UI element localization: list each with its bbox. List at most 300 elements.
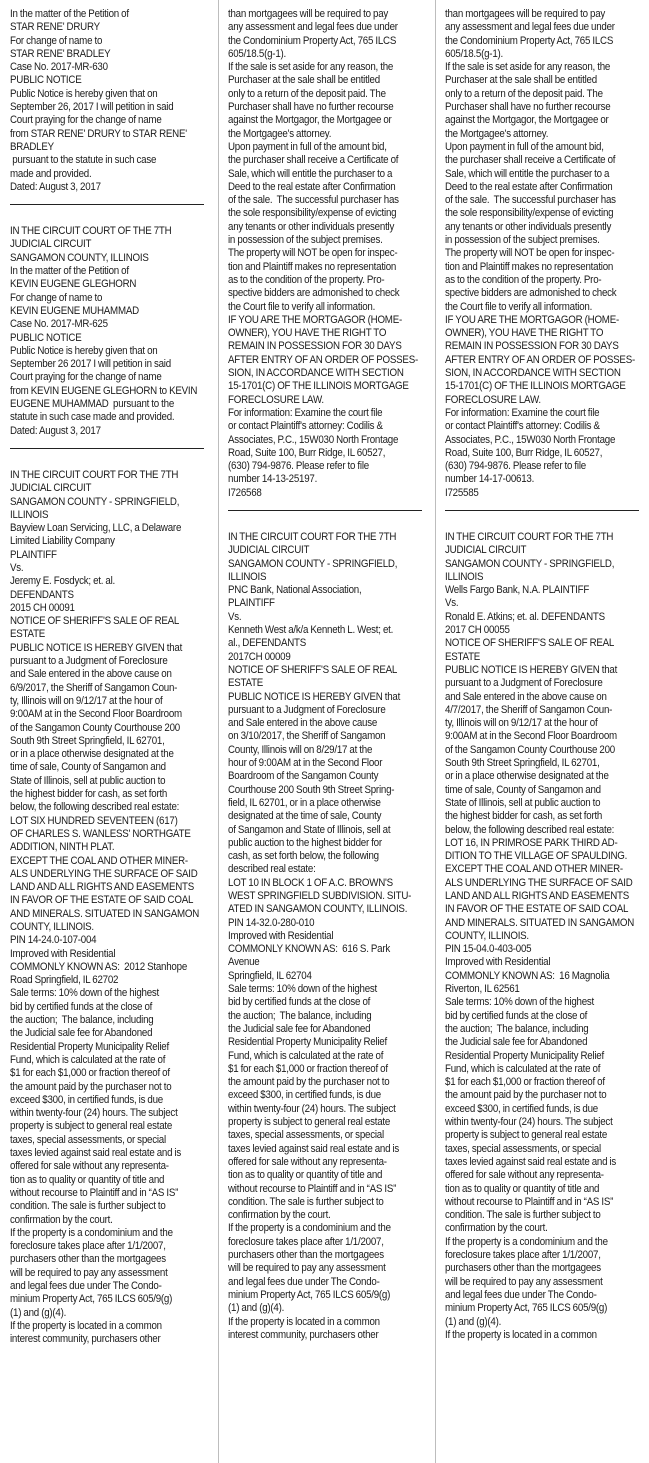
notice-line: For information: Examine the court file — [228, 406, 383, 419]
notice-line: statute in such case made and provided. — [10, 411, 175, 424]
notice-line: 6/9/2017, the Sheriff of Sangamon Coun- — [10, 681, 178, 694]
notice-line: minium Property Act, 765 ILCS 605/9(g) — [10, 1293, 173, 1306]
notice-line: taxes, special assessments, or special — [10, 1133, 166, 1146]
notice-line: Case No. 2017-MR-625 — [10, 318, 108, 331]
notice-line: offered for sale without any representa- — [10, 1160, 169, 1173]
notice-line: as to the condition of the property. Pro- — [228, 273, 385, 286]
notice-line: I725585 — [445, 486, 479, 499]
notice-line: PUBLIC NOTICE — [10, 331, 82, 344]
notice-line: SANGAMON COUNTY - SPRINGFIELD, — [10, 495, 180, 508]
notice-line: SANGAMON COUNTY, ILLINOIS — [10, 251, 149, 264]
notice-line: Springfield, IL 62704 — [228, 969, 312, 982]
notice-line: purchasers other than the mortgagees — [445, 1262, 601, 1275]
notice-line: 15-1701(C) OF THE ILLINOIS MORTGAGE — [228, 380, 409, 393]
notice-line: PUBLIC NOTICE IS HEREBY GIVEN that — [10, 641, 183, 654]
notice-line: 605/18.5(g-1). — [228, 47, 287, 60]
notice-line: in possession of the subject premises. — [445, 234, 600, 247]
notice-line: ty, Illinois will on 9/12/17 at the hour of — [10, 694, 163, 707]
column-1 — [10, 8, 213, 1347]
notice-line: condition. The sale is further subject to — [10, 1200, 166, 1213]
notice-line: pursuant to a Judgment of Foreclosure — [445, 677, 603, 690]
legal-notice — [228, 531, 431, 1342]
legal-notice — [445, 8, 648, 500]
notice-line: of Sangamon and State of Illinois, sell at — [228, 823, 391, 836]
notice-line: or in a place otherwise designated at the — [10, 748, 174, 761]
notice-line: ILLINOIS — [228, 570, 267, 583]
notice-line: than mortgagees will be required to pay — [445, 8, 606, 20]
notice-line: For change of name to — [10, 34, 103, 47]
notice-line: ESTATE — [10, 628, 46, 641]
notice-line: offered for sale without any representa- — [228, 1155, 387, 1168]
notice-line: Residential Property Municipality Relief — [228, 1036, 387, 1049]
notice-line: COMMONLY KNOWN AS: 2012 Stanhope — [10, 960, 188, 973]
notice-line: taxes levied against said real estate and is — [228, 1142, 400, 1155]
notice-line: SANGAMON COUNTY - SPRINGFIELD, — [228, 557, 398, 570]
notice-line: 2017CH 00009 — [228, 650, 291, 663]
notice-line: Court praying for the change of name — [10, 371, 162, 384]
notice-line: confirmation by the court. — [445, 1222, 548, 1235]
notice-line: FORECLOSURE LAW. — [228, 393, 324, 406]
notice-line: Public Notice is hereby given that on — [10, 344, 158, 357]
notice-line: designated at the time of sale, County — [228, 810, 382, 823]
notice-line: DITION TO THE VILLAGE OF SPAULDING. — [445, 850, 628, 863]
notice-line: COMMONLY KNOWN AS: 16 Magnolia — [445, 969, 610, 982]
column-divider — [435, 0, 436, 1463]
notice-separator — [10, 204, 204, 205]
notice-line: the amount paid by the purchaser not to — [10, 1080, 172, 1093]
notice-line: of the Sangamon County Courthouse 200 — [445, 743, 615, 756]
notice-line: SION, IN ACCORDANCE WITH SECTION — [228, 367, 404, 380]
notice-line: the auction; The balance, including — [228, 1009, 372, 1022]
notice-line: foreclosure takes place after 1/1/2007, — [445, 1249, 601, 1262]
legal-notice — [228, 8, 431, 500]
notice-line: tion and Plaintiff makes no representation — [445, 260, 614, 273]
notice-line: taxes, special assessments, or special — [445, 1142, 601, 1155]
notice-line: If the property is a condominium and the — [10, 1226, 173, 1239]
notice-line: PUBLIC NOTICE IS HEREBY GIVEN that — [228, 690, 401, 703]
notice-line: For information: Examine the court file — [445, 406, 600, 419]
notice-line: the Condominium Property Act, 765 ILCS — [228, 34, 397, 47]
notice-line: cash, as set forth below, the following — [228, 850, 379, 863]
notice-line: PNC Bank, National Association, — [228, 584, 362, 597]
notice-line: IF YOU ARE THE MORTGAGOR (HOME- — [228, 313, 402, 326]
notice-line: Road Springfield, IL 62702 — [10, 974, 119, 987]
notice-line: STAR RENE' DRURY — [10, 21, 100, 34]
notice-line: Avenue — [228, 956, 260, 969]
notice-line: September 26, 2017 I will petition in said — [10, 101, 174, 114]
notice-line: the Judicial sale fee for Abandoned — [10, 1027, 153, 1040]
notice-line: without recourse to Plaintiff and in “AS IS” — [228, 1182, 397, 1195]
notice-line: on 3/10/2017, the Sheriff of Sangamon — [228, 730, 386, 743]
notice-line: Dated: August 3, 2017 — [10, 180, 101, 193]
notice-line: IN THE CIRCUIT COURT FOR THE 7TH — [228, 530, 397, 543]
notice-line: interest community, purchasers other — [10, 1333, 161, 1346]
notice-line: If the property is a condominium and the — [445, 1235, 608, 1248]
notice-line: will be required to pay any assessment — [10, 1266, 168, 1279]
notice-line: property is subject to general real estate — [445, 1129, 608, 1142]
notice-line: Public Notice is hereby given that on — [10, 87, 158, 100]
notice-line: Fund, which is calculated at the rate of — [445, 1062, 601, 1075]
notice-line: If the property is a condominium and the — [228, 1222, 391, 1235]
notice-line: within twenty-four (24) hours. The subject — [228, 1102, 396, 1115]
legal-notice — [445, 531, 648, 1342]
notice-line: If the property is located in a common — [228, 1315, 380, 1328]
notice-line: 9:00AM at in the Second Floor Boardroom — [445, 730, 617, 743]
notice-line: COUNTY, ILLINOIS. — [445, 929, 529, 942]
notice-line: Road, Suite 100, Burr Ridge, IL 60527, — [445, 446, 603, 459]
notice-line: SION, IN ACCORDANCE WITH SECTION — [445, 367, 621, 380]
notice-line: If the property is located in a common — [445, 1328, 597, 1341]
notice-line: Case No. 2017-MR-630 — [10, 61, 108, 74]
notice-line: will be required to pay any assessment — [228, 1262, 386, 1275]
notice-line: of the Sangamon County Courthouse 200 — [10, 721, 180, 734]
notice-line: or contact Plaintiff's attorney: Codilis & — [228, 420, 383, 433]
notice-line: EXCEPT THE COAL AND OTHER MINER- — [445, 863, 623, 876]
notice-line: JUDICIAL CIRCUIT — [10, 482, 92, 495]
notice-line: al., DEFENDANTS — [228, 637, 307, 650]
notice-line: South 9th Street Springfield, IL 62701, — [445, 757, 600, 770]
notice-line: Jeremy E. Fosdyck; et. al. — [10, 575, 116, 588]
notice-line: OF CHARLES S. WANLESS' NORTHGATE — [10, 827, 191, 840]
notice-line: In the matter of the Petition of — [10, 265, 129, 278]
notice-line: within twenty-four (24) hours. The subject — [10, 1107, 178, 1120]
notice-line: from STAR RENE' DRURY to STAR RENE' — [10, 127, 187, 140]
notice-line: below, the following described real estate: — [445, 823, 615, 836]
notice-line: Boardroom of the Sangamon County — [228, 770, 379, 783]
notice-line: OWNER), YOU HAVE THE RIGHT TO — [228, 327, 387, 340]
notice-line: 605/18.5(g-1). — [445, 47, 504, 60]
notice-line: Upon payment in full of the amount bid, — [228, 140, 387, 153]
notice-line: PLAINTIFF — [228, 597, 275, 610]
notice-line: $1 for each $1,000 or fraction thereof of — [10, 1067, 170, 1080]
notice-line: If the sale is set aside for any reason, the — [445, 61, 611, 74]
notice-line: the Condominium Property Act, 765 ILCS — [445, 34, 614, 47]
notice-line: foreclosure takes place after 1/1/2007, — [228, 1235, 384, 1248]
notice-line: The property will NOT be open for inspec- — [228, 247, 398, 260]
notice-line: and legal fees due under The Condo- — [228, 1275, 380, 1288]
notice-separator — [228, 510, 422, 511]
notice-line: 2017 CH 00055 — [445, 624, 510, 637]
notice-line: $1 for each $1,000 or fraction thereof of — [445, 1076, 605, 1089]
notice-line: JUDICIAL CIRCUIT — [445, 544, 527, 557]
notice-line: as to the condition of the property. Pro- — [445, 273, 602, 286]
notice-line: public auction to the highest bidder for — [228, 836, 382, 849]
notice-line: SANGAMON COUNTY - SPRINGFIELD, — [445, 557, 615, 570]
notice-line: any tenants or other individuals presently — [445, 220, 612, 233]
notice-line: the Judicial sale fee for Abandoned — [228, 1022, 371, 1035]
notice-line: pursuant to a Judgment of Foreclosure — [10, 655, 168, 668]
notice-line: or contact Plaintiff's attorney: Codilis & — [445, 420, 600, 433]
notice-line: of the sale. The successful purchaser has — [228, 194, 399, 207]
notice-line: WEST SPRINGFIELD SUBDIVISION. SITU- — [228, 890, 412, 902]
notice-line: the amount paid by the purchaser not to — [228, 1076, 390, 1089]
notice-line: Improved with Residential — [445, 956, 551, 969]
notice-line: September 26 2017 I will petition in said — [10, 358, 171, 371]
notice-line: and legal fees due under The Condo- — [445, 1288, 597, 1301]
notice-line: 4/7/2017, the Sheriff of Sangamon Coun- — [445, 703, 613, 716]
notice-line: REMAIN IN POSSESSION FOR 30 DAYS — [445, 340, 619, 353]
notice-line: purchasers other than the mortgagees — [10, 1253, 166, 1266]
notice-line: 15-1701(C) OF THE ILLINOIS MORTGAGE — [445, 380, 626, 393]
notice-line: Purchaser at the sale shall be entitled — [445, 74, 597, 87]
notice-line: 9:00AM at in the Second Floor Boardroom — [10, 708, 182, 721]
notice-line: IN THE CIRCUIT COURT FOR THE 7TH — [10, 468, 179, 481]
notice-line: property is subject to general real estate — [228, 1116, 391, 1129]
notice-line: against the Mortgagor, the Mortgagee or — [445, 114, 609, 127]
notice-line: the Judicial sale fee for Abandoned — [445, 1036, 588, 1049]
notice-separator — [445, 510, 639, 511]
notice-line: foreclosure takes place after 1/1/2007, — [10, 1240, 166, 1253]
notice-line: the purchaser shall receive a Certificate of — [228, 154, 399, 167]
notice-line: $1 for each $1,000 or fraction thereof of — [228, 1062, 388, 1075]
notice-line: field, IL 62701, or in a place otherwise — [228, 796, 381, 809]
notice-line: the amount paid by the purchaser not to — [445, 1089, 607, 1102]
notice-line: below, the following described real estate: — [10, 801, 180, 814]
notice-line: State of Illinois, sell at public auction to — [445, 796, 601, 809]
notice-line: Road, Suite 100, Burr Ridge, IL 60527, — [228, 446, 386, 459]
notice-line: condition. The sale is further subject to — [445, 1209, 601, 1222]
notice-line: against the Mortgagor, the Mortgagee or — [228, 114, 392, 127]
notice-line: interest community, purchasers other — [228, 1328, 379, 1341]
notice-line: Improved with Residential — [10, 947, 116, 960]
notice-line: Sale terms: 10% down of the highest — [445, 996, 595, 1009]
notice-line: tion as to quality or quantity of title and — [445, 1182, 600, 1195]
notice-line: described real estate: — [228, 863, 316, 876]
notice-line: tion and Plaintiff makes no representation — [228, 260, 397, 273]
notice-line: from KEVIN EUGENE GLEGHORN to KEVIN — [10, 384, 198, 397]
notice-line: Fund, which is calculated at the rate of — [228, 1049, 384, 1062]
notice-line: time of sale, County of Sangamon and — [10, 761, 166, 774]
notice-line: (1) and (g)(4). — [445, 1315, 502, 1328]
notice-line: exceed $300, in certified funds, is due — [10, 1093, 164, 1106]
notice-line: taxes levied against said real estate and is — [10, 1147, 182, 1160]
notice-line: (1) and (g)(4). — [10, 1306, 67, 1319]
notice-line: without recourse to Plaintiff and in “AS IS” — [445, 1195, 614, 1208]
notice-line: Deed to the real estate after Confirmation — [228, 180, 396, 193]
column-3 — [445, 8, 648, 1342]
notice-line: minium Property Act, 765 ILCS 605/9(g) — [228, 1288, 391, 1301]
notice-line: IN FAVOR OF THE ESTATE OF SAID COAL — [10, 894, 194, 907]
notice-line: County, Illinois will on 8/29/17 at the — [228, 743, 373, 756]
notice-line: PIN 14-32.0-280-010 — [228, 916, 315, 929]
notice-line: LOT 16, IN PRIMROSE PARK THIRD AD- — [445, 836, 618, 849]
notice-line: Ronald E. Atkins; et. al. DEFENDANTS — [445, 610, 605, 623]
notice-line: number 14-13-25197. — [228, 473, 318, 486]
notice-line: KEVIN EUGENE GLEGHORN — [10, 278, 137, 291]
notice-line: OWNER), YOU HAVE THE RIGHT TO — [445, 327, 604, 340]
notice-line: PIN 14-24.0-107-004 — [10, 934, 97, 947]
legal-notice — [10, 225, 213, 438]
notice-line: BRADLEY — [10, 140, 54, 153]
notice-line: only to a return of the deposit paid. The — [445, 87, 603, 100]
notice-line: Bayview Loan Servicing, LLC, a Delaware — [10, 522, 182, 535]
notice-line: AND MINERALS. SITUATED IN SANGAMON — [445, 916, 635, 929]
notice-line: EUGENE MUHAMMAD pursuant to the — [10, 398, 175, 411]
notice-line: number 14-17-00613. — [445, 473, 535, 486]
notice-line: bid by certified funds at the close of — [228, 996, 371, 1009]
notice-line: the sole responsibility/expense of evicting — [228, 207, 397, 220]
notice-line: The property will NOT be open for inspec- — [445, 247, 615, 260]
notice-line: hour of 9:00AM at in the Second Floor — [228, 757, 383, 770]
notice-line: COMMONLY KNOWN AS: 616 S. Park — [228, 943, 391, 956]
notice-line: bid by certified funds at the close of — [10, 1000, 153, 1013]
notice-line: Vs. — [10, 561, 24, 574]
notice-line: (630) 794-9876. Please refer to file — [228, 460, 369, 473]
notice-line: Deed to the real estate after Confirmation — [445, 180, 613, 193]
notice-line: the highest bidder for cash, as set forth — [10, 788, 168, 801]
notice-line: For change of name to — [10, 291, 103, 304]
notice-line: Courthouse 200 South 9th Street Spring- — [228, 783, 395, 796]
notice-line: LAND AND ALL RIGHTS AND EASEMENTS — [10, 881, 195, 894]
notice-line: spective bidders are admonished to check — [228, 287, 400, 300]
notice-line: Residential Property Municipality Relief — [10, 1040, 169, 1053]
notice-line: taxes levied against said real estate and is — [445, 1155, 617, 1168]
notice-line: Improved with Residential — [228, 929, 334, 942]
notice-line: or in a place otherwise designated at the — [445, 770, 609, 783]
notice-line: exceed $300, in certified funds, is due — [228, 1089, 382, 1102]
notice-line: tion as to quality or quantity of title and — [228, 1169, 383, 1182]
notice-line: 2015 CH 00091 — [10, 601, 75, 614]
notice-line: (630) 794-9876. Please refer to file — [445, 460, 586, 473]
notice-line: Associates, P.C., 15W030 North Frontage — [228, 433, 399, 446]
notice-line: offered for sale without any representa- — [445, 1169, 604, 1182]
notice-line: and Sale entered in the above cause on — [445, 690, 607, 703]
notice-line: made and provided. — [10, 167, 92, 180]
notice-line: exceed $300, in certified funds, is due — [445, 1102, 599, 1115]
notice-line: JUDICIAL CIRCUIT — [10, 238, 92, 251]
notice-line: I726568 — [228, 486, 262, 499]
notice-line: taxes, special assessments, or special — [228, 1129, 384, 1142]
notice-line: than mortgagees will be required to pay — [228, 8, 389, 20]
notice-line: NOTICE OF SHERIFF'S SALE OF REAL — [10, 615, 180, 628]
notice-line: NOTICE OF SHERIFF'S SALE OF REAL — [228, 663, 398, 676]
notice-line: AFTER ENTRY OF AN ORDER OF POSSES- — [228, 353, 418, 366]
notice-line: the auction; The balance, including — [445, 1022, 589, 1035]
notice-line: will be required to pay any assessment — [445, 1275, 603, 1288]
notice-line: IF YOU ARE THE MORTGAGOR (HOME- — [445, 313, 619, 326]
notice-line: Vs. — [445, 597, 459, 610]
notice-separator — [10, 448, 204, 449]
notice-line: the sole responsibility/expense of evicting — [445, 207, 614, 220]
notice-line: property is subject to general real estate — [10, 1120, 173, 1133]
notice-line: (1) and (g)(4). — [228, 1302, 285, 1315]
notice-line: Purchaser shall have no further recourse — [228, 101, 394, 114]
notice-line: only to a return of the deposit paid. The — [228, 87, 386, 100]
notice-line: any tenants or other individuals presently — [228, 220, 395, 233]
notice-line: Fund, which is calculated at the rate of — [10, 1053, 166, 1066]
notice-line: ESTATE — [445, 650, 481, 663]
notice-line: within twenty-four (24) hours. The subject — [445, 1116, 613, 1129]
notice-line: ADDITION, NINTH PLAT. — [10, 841, 115, 854]
notice-line: Sale terms: 10% down of the highest — [228, 983, 378, 996]
notice-line: Kenneth West a/k/a Kenneth L. West; et. — [228, 624, 394, 637]
notice-line: Limited Liability Company — [10, 535, 115, 548]
notice-line: purchasers other than the mortgagees — [228, 1249, 384, 1262]
notice-line: ILLINOIS — [445, 570, 484, 583]
notice-line: time of sale, County of Sangamon and — [445, 783, 601, 796]
notice-line: STAR RENE' BRADLEY — [10, 47, 111, 60]
notice-line: PUBLIC NOTICE — [10, 74, 82, 87]
notice-line: IN FAVOR OF THE ESTATE OF SAID COAL — [445, 903, 629, 916]
column-divider — [218, 0, 219, 1463]
notice-line: Sale terms: 10% down of the highest — [10, 987, 160, 1000]
notice-line: South 9th Street Springfield, IL 62701, — [10, 734, 165, 747]
notice-line: State of Illinois, sell at public auction to — [10, 774, 166, 787]
notice-line: PIN 15-04.0-403-005 — [445, 943, 532, 956]
notice-line: minium Property Act, 765 ILCS 605/9(g) — [445, 1302, 608, 1315]
notice-line: Court praying for the change of name — [10, 114, 162, 127]
notice-line: DEFENDANTS — [10, 588, 74, 601]
notice-line: ATED IN SANGAMON COUNTY, ILLINOIS. — [228, 903, 408, 916]
notice-line: Dated: August 3, 2017 — [10, 424, 101, 437]
notice-line: pursuant to the statute in such case — [10, 154, 157, 167]
notice-line: AND MINERALS. SITUATED IN SANGAMON — [10, 907, 200, 920]
notice-line: Riverton, IL 62561 — [445, 983, 520, 996]
notice-line: Vs. — [228, 610, 242, 623]
notice-line: LOT SIX HUNDRED SEVENTEEN (617) — [10, 814, 178, 827]
notice-line: spective bidders are admonished to check — [445, 287, 617, 300]
notice-line: ALS UNDERLYING THE SURFACE OF SAID — [10, 867, 198, 880]
notice-line: Upon payment in full of the amount bid, — [445, 140, 604, 153]
legal-notice — [10, 8, 213, 194]
notice-line: tion as to quality or quantity of title and — [10, 1173, 165, 1186]
notice-line: any assessment and legal fees due under — [445, 21, 615, 34]
notice-line: the purchaser shall receive a Certificate of — [445, 154, 616, 167]
notice-line: confirmation by the court. — [228, 1209, 331, 1222]
notice-line: the Court file to verify all information. — [445, 300, 593, 313]
notice-line: COUNTY, ILLINOIS. — [10, 921, 94, 933]
column-2 — [228, 8, 431, 1342]
notice-line: ALS UNDERLYING THE SURFACE OF SAID — [445, 876, 633, 889]
notice-line: the highest bidder for cash, as set forth — [445, 810, 603, 823]
notice-line: Purchaser shall have no further recourse — [445, 101, 611, 114]
notice-line: confirmation by the court. — [10, 1213, 113, 1226]
notice-line: any assessment and legal fees due under — [228, 21, 398, 34]
notice-line: and legal fees due under The Condo- — [10, 1280, 162, 1293]
notice-line: Residential Property Municipality Relief — [445, 1049, 604, 1062]
notice-line: IN THE CIRCUIT COURT FOR THE 7TH — [445, 530, 614, 543]
notice-line: Sale, which will entitle the purchaser to a — [445, 167, 610, 180]
notice-line: FORECLOSURE LAW. — [445, 393, 541, 406]
notice-line: ESTATE — [228, 677, 264, 690]
notice-line: and Sale entered in the above cause on — [10, 668, 172, 681]
notice-line: KEVIN EUGENE MUHAMMAD — [10, 304, 139, 317]
notice-line: ty, Illinois will on 9/12/17 at the hour of — [445, 717, 598, 730]
notice-line: If the sale is set aside for any reason, the — [228, 61, 394, 74]
notice-line: ILLINOIS — [10, 508, 49, 521]
notice-line: IN THE CIRCUIT COURT OF THE 7TH — [10, 225, 172, 238]
notice-line: AFTER ENTRY OF AN ORDER OF POSSES- — [445, 353, 635, 366]
notice-line: In the matter of the Petition of — [10, 8, 129, 20]
notice-line: pursuant to a Judgment of Foreclosure — [228, 703, 386, 716]
notice-line: EXCEPT THE COAL AND OTHER MINER- — [10, 854, 188, 867]
legal-notice — [10, 469, 213, 1347]
notice-line: LOT 10 IN BLOCK 1 OF A.C. BROWN'S — [228, 876, 393, 889]
notice-line: bid by certified funds at the close of — [445, 1009, 588, 1022]
notice-line: of the sale. The successful purchaser has — [445, 194, 616, 207]
notice-line: LAND AND ALL RIGHTS AND EASEMENTS — [445, 890, 630, 902]
notice-line: condition. The sale is further subject to — [228, 1195, 384, 1208]
notice-line: Sale, which will entitle the purchaser to a — [228, 167, 393, 180]
notice-line: NOTICE OF SHERIFF'S SALE OF REAL — [445, 637, 615, 650]
notice-line: the auction; The balance, including — [10, 1014, 154, 1027]
notice-line: the Court file to verify all information. — [228, 300, 376, 313]
notice-line: PUBLIC NOTICE IS HEREBY GIVEN that — [445, 663, 618, 676]
notice-line: Wells Fargo Bank, N.A. PLAINTIFF — [445, 584, 590, 597]
notice-line: Associates, P.C., 15W030 North Frontage — [445, 433, 616, 446]
notice-line: without recourse to Plaintiff and in “AS IS” — [10, 1186, 179, 1199]
notice-line: Purchaser at the sale shall be entitled — [228, 74, 380, 87]
